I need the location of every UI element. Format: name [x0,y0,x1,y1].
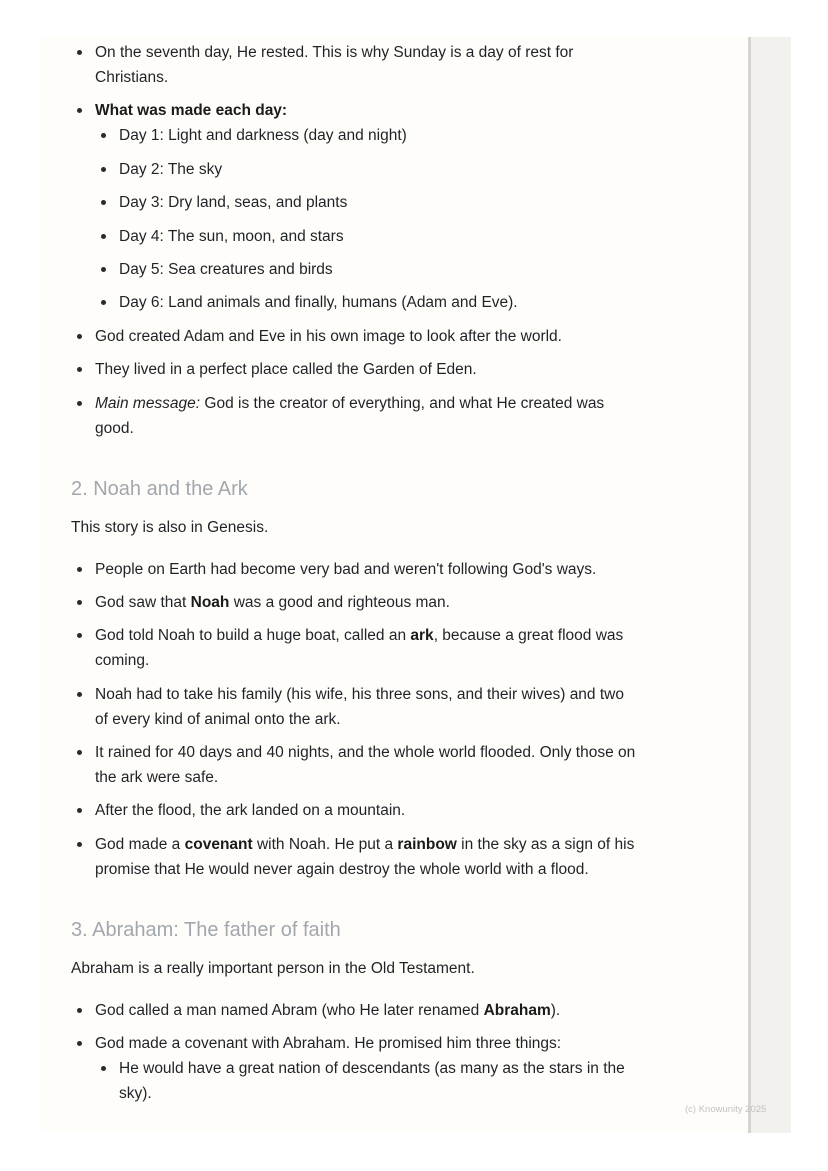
noah-list [71,557,641,882]
list-item-day-3: Day 3: Dry land, seas, and plants [95,190,641,215]
copyright-footer: (c) Knowunity 2025 [685,1104,767,1115]
list-item-day-5: Day 5: Sea creatures and birds [95,257,641,282]
days-list [95,123,641,315]
list-item: God made a covenant with Noah. He put a rainbow in the sky as a sign of his promise that He would never again destroy the whole world with a flood. [71,832,641,882]
abraham-list [71,998,641,1106]
list-item: People on Earth had become very bad and weren't following God's ways. [71,557,641,582]
list-item: God created Adam and Eve in his own image to look after the world. [71,324,641,349]
document-content [71,40,641,1115]
list-item: God saw that Noah was a good and righteous man. [71,590,641,615]
list-item: On the seventh day, He rested. This is why Sunday is a day of rest for Christians. [71,40,641,90]
section-heading-noah: 2. Noah and the Ark [71,477,248,500]
section-intro: This story is also in Genesis. [71,518,269,536]
section-intro: Abraham is a really important person in the Old Testament. [71,959,475,977]
promises-list [95,1056,641,1106]
list-item: It rained for 40 days and 40 nights, and the whole world flooded. Only those on the ark were safe. [71,740,641,790]
list-item-promise: He would have a great nation of descendants (as many as the stars in the sky). [95,1056,641,1106]
list-item-day-2: Day 2: The sky [95,157,641,182]
side-panel [751,37,791,1133]
list-item: Main message: God is the creator of everything, and what He created was good. [71,391,641,441]
list-item-day-1: Day 1: Light and darkness (day and night) [95,123,641,148]
list-item: God called a man named Abram (who He later renamed Abraham). [71,998,641,1023]
list-item-day-4: Day 4: The sun, moon, and stars [95,224,641,249]
list-item: What was made each day: Day 1: Light and darkness (day and night) Day 2: The sky Day 3: Dry land, seas, and plants Day 4: The sun, moon, and stars Day 5: Sea creatures and birds Day 6: Land animals and finally, humans (Adam and Eve). [71,98,641,315]
list-item: After the flood, the ark landed on a mountain. [71,798,641,823]
list-item: God made a covenant with Abraham. He promised him three things: He would have a great nation of descendants (as many as the stars in the sky). [71,1031,641,1106]
list-item: Noah had to take his family (his wife, his three sons, and their wives) and two of every kind of animal onto the ark. [71,682,641,732]
list-item: They lived in a perfect place called the Garden of Eden. [71,357,641,382]
creation-list [71,40,641,441]
list-item: God told Noah to build a huge boat, called an ark, because a great flood was coming. [71,623,641,673]
section-heading-abraham: 3. Abraham: The father of faith [71,918,341,941]
list-item-day-6: Day 6: Land animals and finally, humans (Adam and Eve). [95,290,641,315]
